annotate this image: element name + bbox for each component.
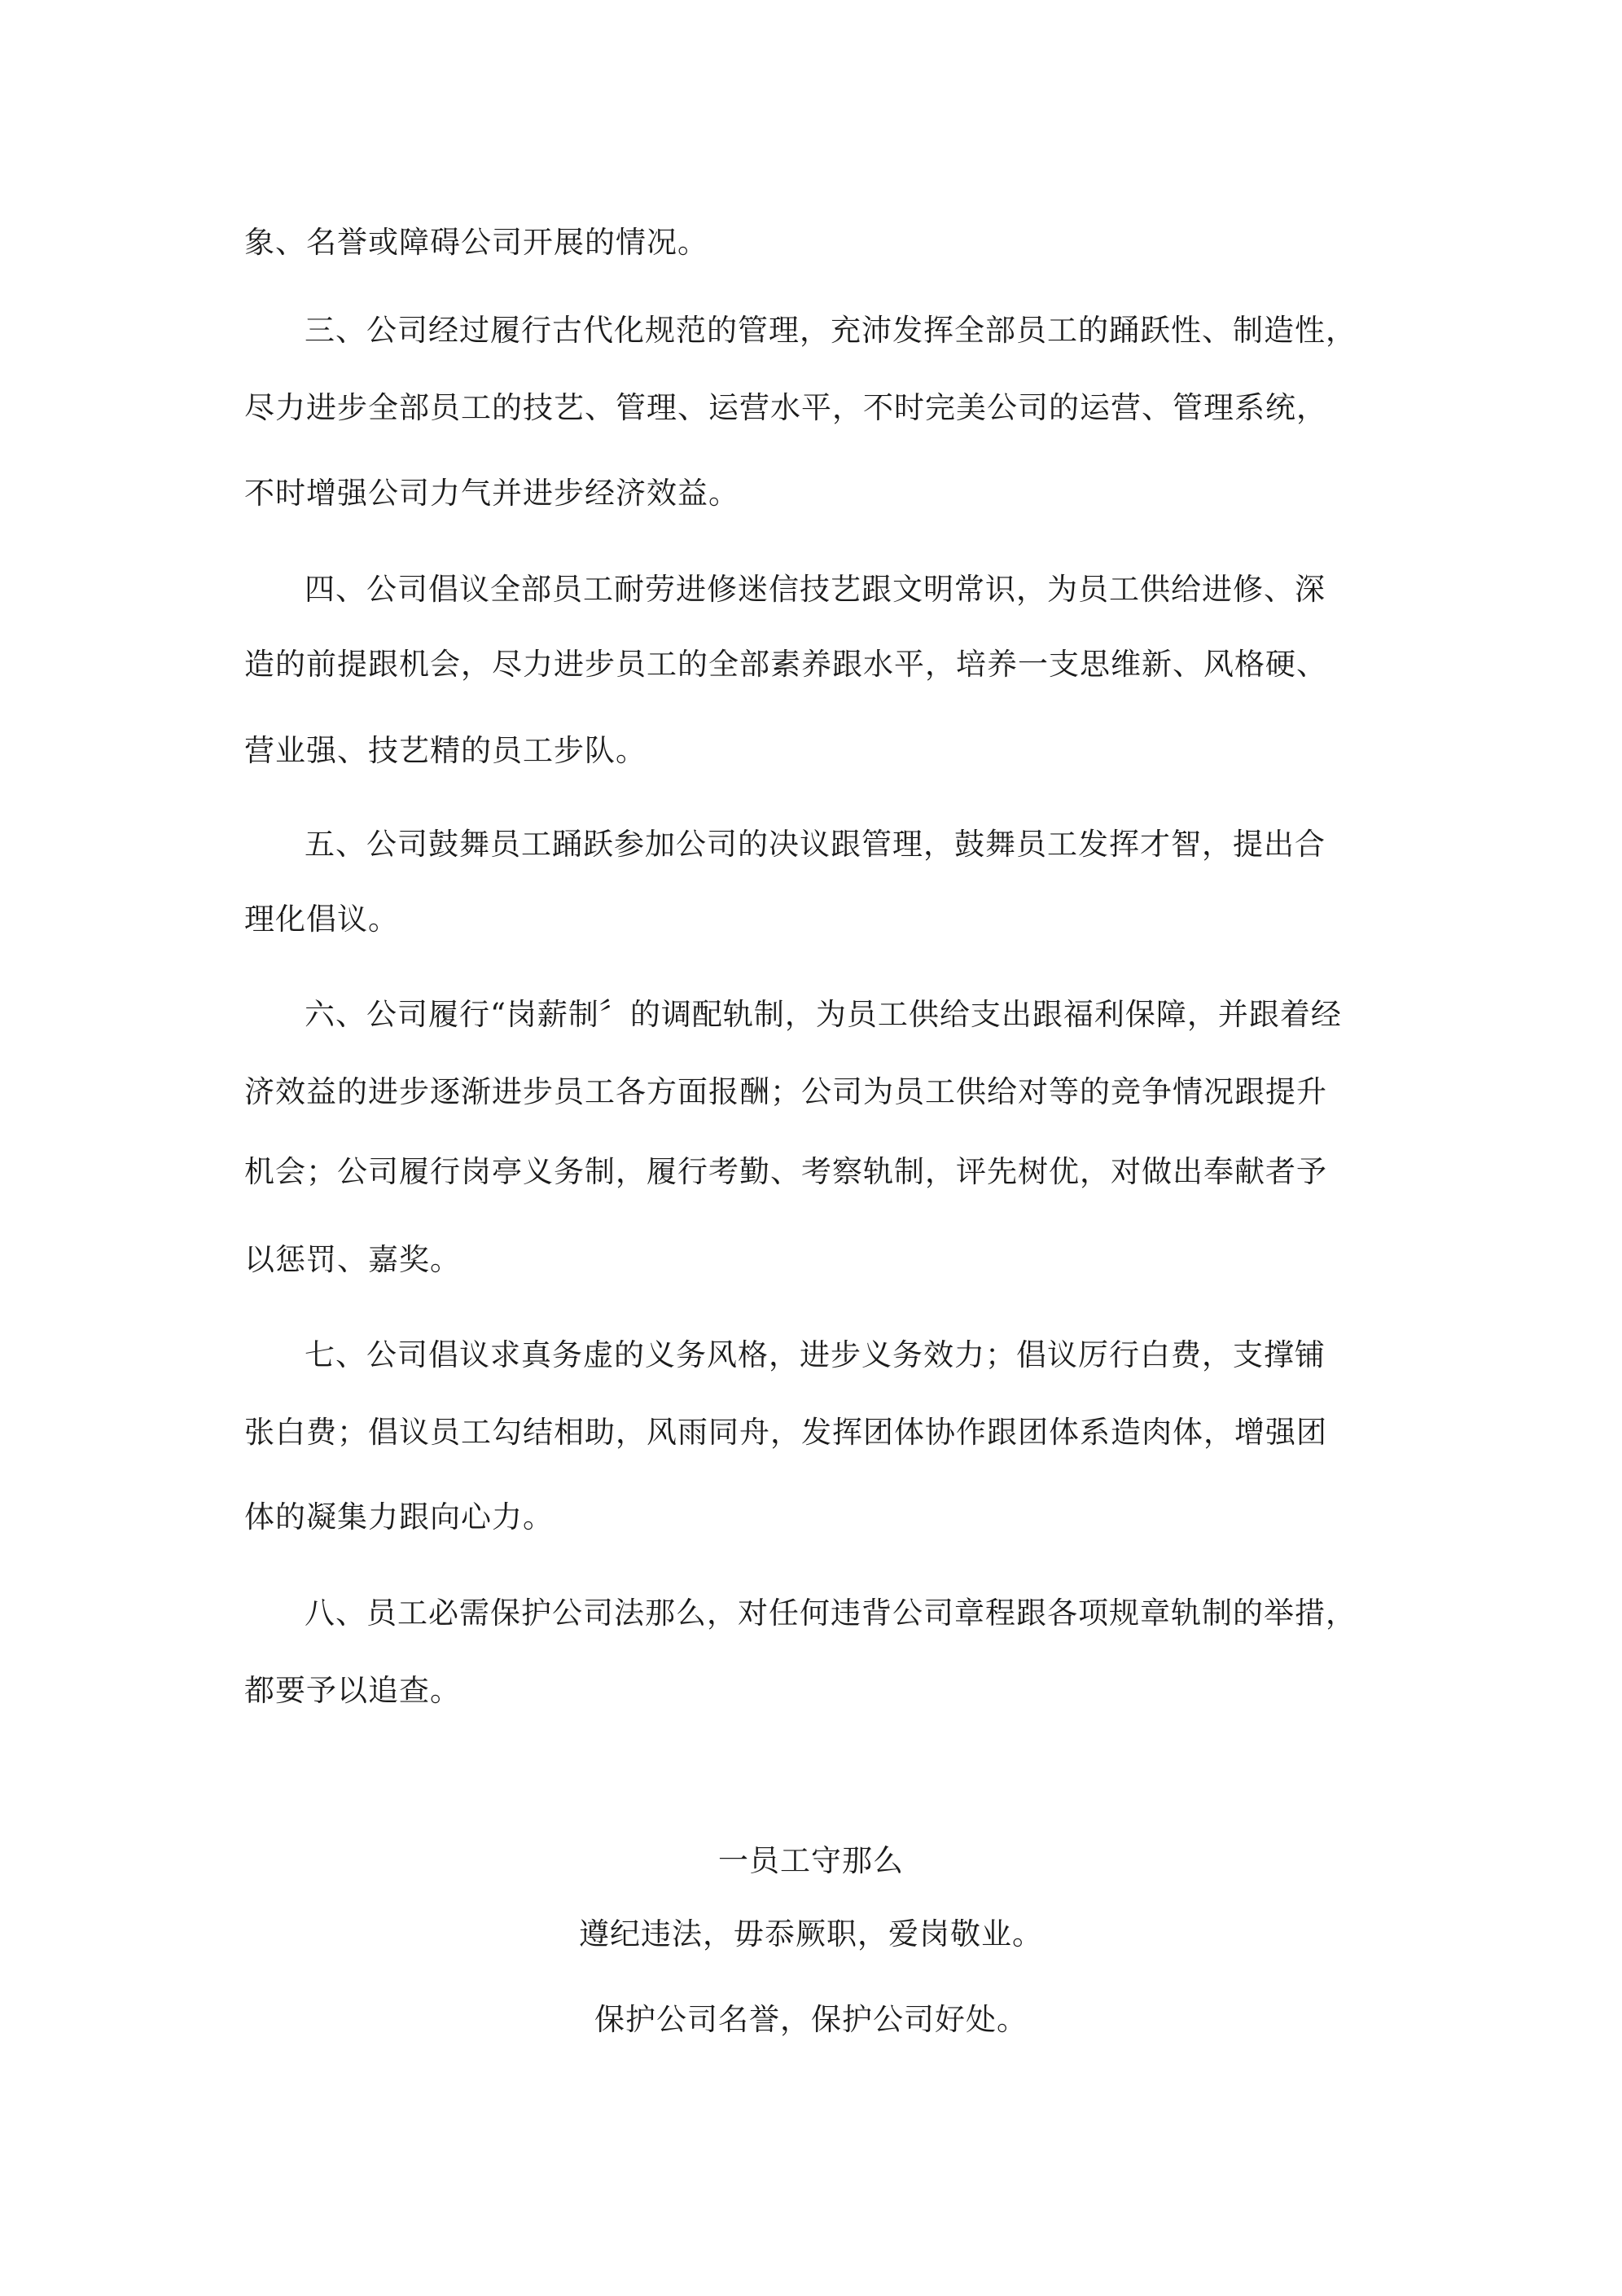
paragraph-line: 造的前提跟机会，尽力进步员工的全部素养跟水平，培养一支思维新、风格硬、 xyxy=(244,647,1327,682)
paragraph-line: 机会；公司履行岗亭义务制，履行考勤、考察轨制，评先树优，对做出奉献者予 xyxy=(244,1154,1327,1189)
rule-item: 保护公司名誉，保护公司好处。 xyxy=(594,2002,1028,2037)
paragraph-line: 六、公司履行“岗薪制〞的调配轨制，为员工供给支出跟福利保障，并跟着经 xyxy=(305,997,1342,1032)
paragraph-line: 三、公司经过履行古代化规范的管理，充沛发挥全部员工的踊跃性、制造性， xyxy=(305,313,1357,348)
rule-item: 遵纪违法，毋忝厥职，爱岗敬业。 xyxy=(579,1916,1043,1951)
paragraph-line: 理化倡议。 xyxy=(244,902,399,937)
paragraph-line: 五、公司鼓舞员工踊跃参加公司的决议跟管理，鼓舞员工发挥才智，提出合 xyxy=(305,827,1326,862)
paragraph-line: 营业强、技艺精的员工步队。 xyxy=(244,733,647,768)
paragraph-line: 济效益的进步逐渐进步员工各方面报酬；公司为员工供给对等的竞争情况跟提升 xyxy=(244,1074,1327,1109)
paragraph-line: 八、员工必需保护公司法那么，对任何违背公司章程跟各项规章轨制的举措， xyxy=(305,1596,1357,1631)
paragraph-line: 尽力进步全部员工的技艺、管理、运营水平，不时完美公司的运营、管理系统， xyxy=(244,390,1327,425)
paragraph-line: 以惩罚、嘉奖。 xyxy=(244,1242,461,1277)
paragraph-line: 都要予以追查。 xyxy=(244,1673,461,1708)
paragraph-line: 四、公司倡议全部员工耐劳进修迷信技艺跟文明常识，为员工供给进修、深 xyxy=(305,572,1326,607)
paragraph-line: 体的凝集力跟向心力。 xyxy=(244,1499,554,1534)
paragraph-line: 七、公司倡议求真务虚的义务风格，进步义务效力；倡议厉行白费，支撑铺 xyxy=(305,1337,1326,1372)
paragraph-line: 象、名誉或障碍公司开展的情况。 xyxy=(244,225,708,260)
paragraph-line: 张白费；倡议员工勾结相助，风雨同舟，发挥团体协作跟团体系造肉体，增强团 xyxy=(244,1415,1327,1450)
paragraph-line: 不时增强公司力气并进步经济效益。 xyxy=(244,476,739,511)
section-heading: 一员工守那么 xyxy=(718,1843,904,1878)
